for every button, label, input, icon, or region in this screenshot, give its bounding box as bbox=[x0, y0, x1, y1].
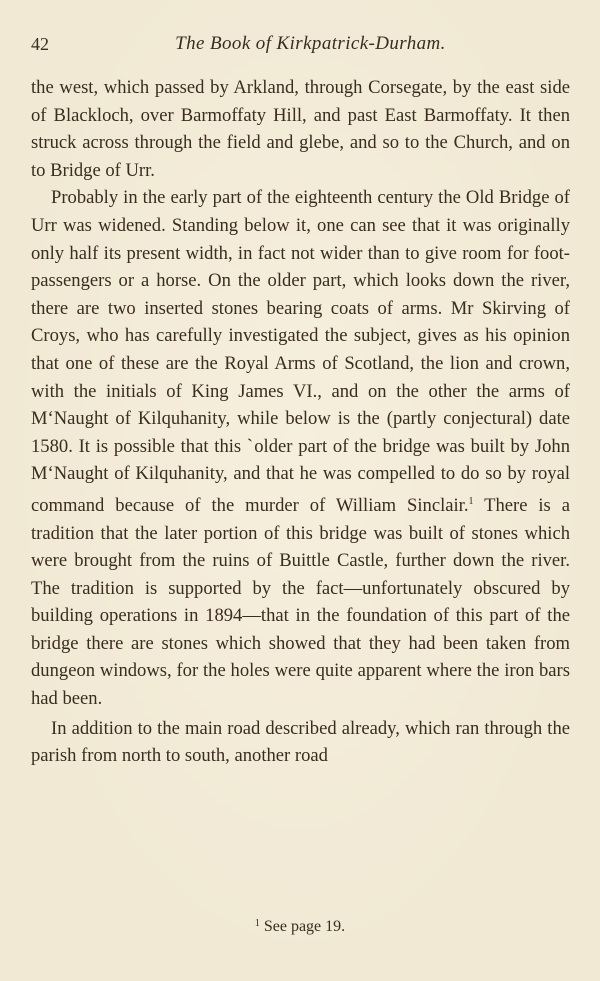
paragraph-2-continuation: There is a tradition that the later portion of this bridge was built of stones which were brought from the ruins of Buittle Castle, further down the river. The tradition is supported by the fact—unfortunately obscured by building operations in 1894—that in the foundation of this part of the bridge there are stones which showed that they had been taken from dungeon windows, for the holes were quite apparent where the iron bars had been. bbox=[31, 494, 570, 710]
paragraph-1: the west, which passed by Arkland, through Corsegate, by the east side of Blackloch, over Barmoffaty Hill, and past East Barmoffaty. It then struck across through the field and glebe, and so to the Church, and on to Bridge of Urr. bbox=[31, 77, 570, 181]
footnote-marker: 1 bbox=[254, 918, 260, 929]
paragraph-2 bbox=[31, 184, 570, 712]
page-number: 42 bbox=[31, 34, 49, 54]
body-text bbox=[31, 74, 570, 770]
footnote-text: See page 19. bbox=[263, 918, 346, 935]
footnote bbox=[0, 912, 600, 939]
footnote-reference: 1 bbox=[468, 495, 474, 507]
paragraph-3: In addition to the main road described already, which ran through the parish from north to south, another road bbox=[31, 717, 570, 767]
running-title: The Book of Kirkpatrick-Durham. bbox=[175, 33, 446, 54]
paragraph-2-text: Probably in the early part of the eighteenth century the Old Bridge of Urr was widened. Standing below it, one can see that it was originally only half its present width, in fact not wider than to give room for foot-passengers or a horse. On the older part, which looks down the river, there are two inserted stones bearing coats of arms. Mr Skirving of Croys, who has carefully investigated the subject, gives as his opinion that one of these are the Royal Arms of Scotland, the lion and crown, with the initials of King James VI., and on the other the arms of M‘Naught of Kilquhanity, while below is the (partly conjectural) date 1580. It is possible that this ˋolder part of the bridge was built by John M‘Naught of Kilquhanity, and that he was compelled to do so by royal command because of the murder of William Sinclair. bbox=[31, 187, 570, 516]
running-head bbox=[31, 30, 570, 58]
